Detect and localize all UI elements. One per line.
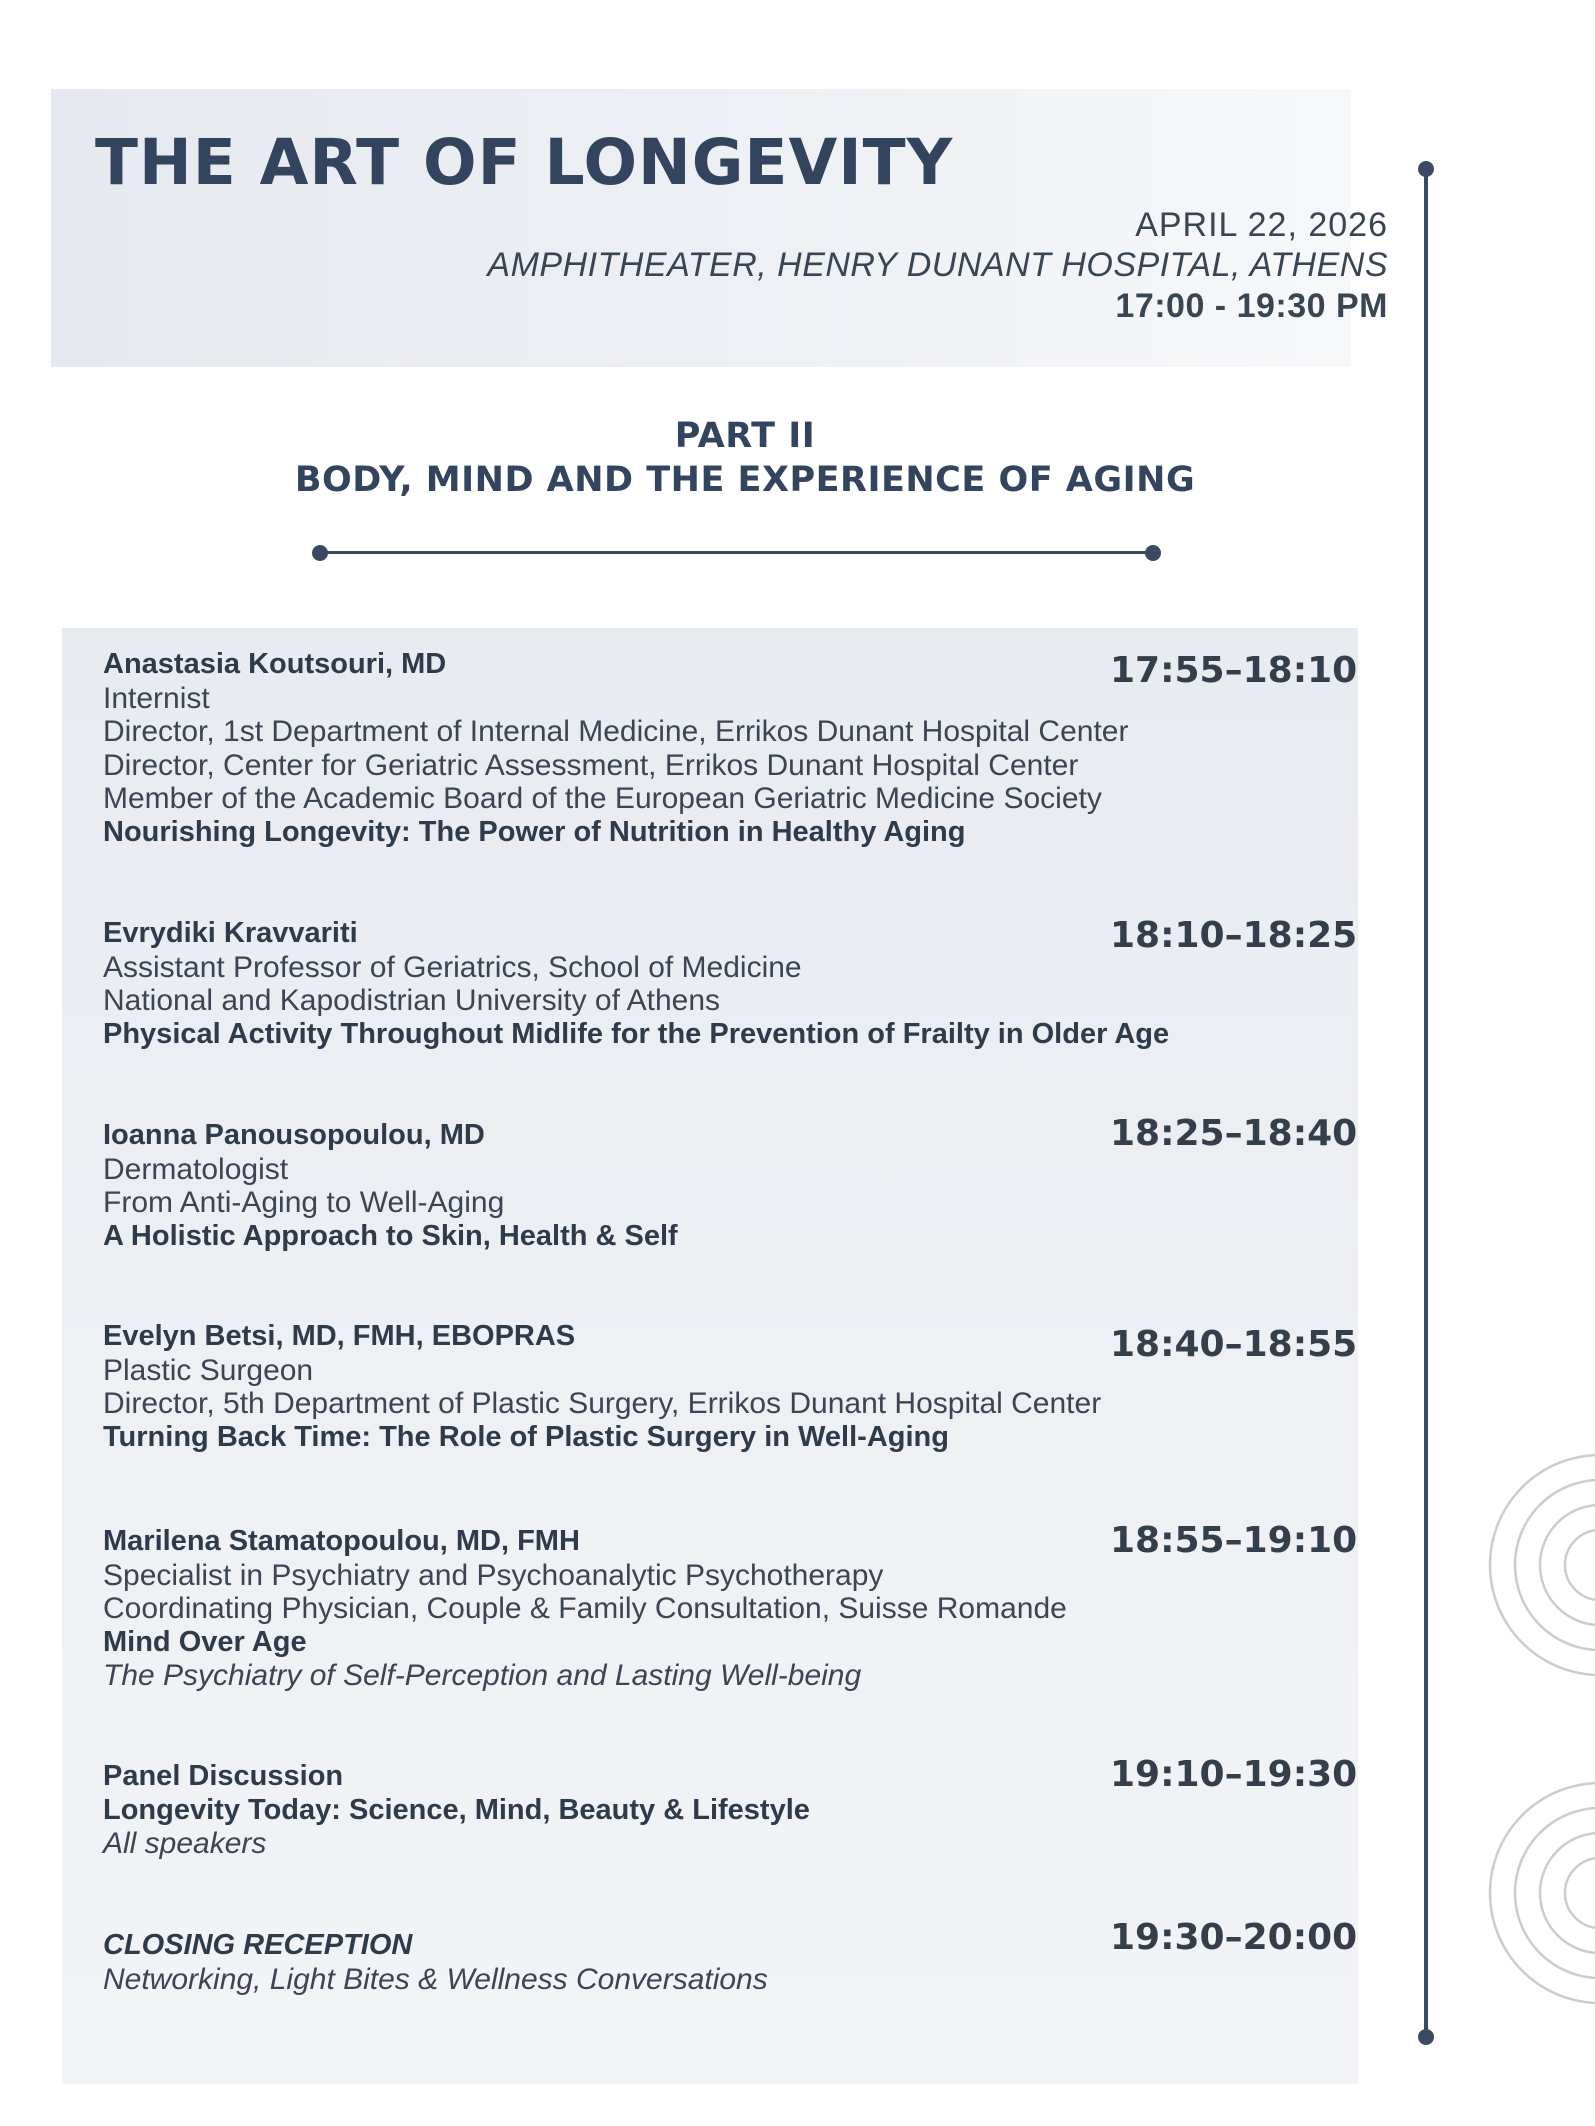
session-item xyxy=(103,1520,1393,1693)
event-meta xyxy=(487,205,1388,327)
speaker-name: Marilena Stamatopoulou, MD, FMH xyxy=(103,1525,580,1557)
concentric-circles-icon xyxy=(1460,1450,1595,1680)
part-label: PART II xyxy=(674,416,816,456)
talk-title: Longevity Today: Science, Mind, Beauty & Lifestyle xyxy=(103,1793,810,1826)
session-time: 18:10–18:25 xyxy=(1110,915,1358,956)
talk-subtitle: All speakers xyxy=(103,1827,267,1860)
timeline-dot-top xyxy=(1418,161,1434,177)
session-item xyxy=(103,1320,1393,1454)
closing-title: CLOSING RECEPTION xyxy=(103,1929,413,1961)
speaker-role: Internist xyxy=(103,681,210,715)
event-venue: AMPHITHEATER, HENRY DUNANT HOSPITAL, ATHENS xyxy=(487,246,1388,284)
talk-title: Turning Back Time: The Role of Plastic Surgery in Well-Aging xyxy=(103,1420,949,1453)
speaker-role: Member of the Academic Board of the European Geriatric Medicine Society xyxy=(103,782,1102,815)
session-time: 19:30–20:00 xyxy=(1110,1917,1358,1958)
talk-title: Mind Over Age xyxy=(103,1625,307,1658)
speaker-role: National and Kapodistrian University of Athens xyxy=(103,984,721,1017)
concentric-circles-icon xyxy=(1460,1778,1595,2008)
speaker-role: Dermatologist xyxy=(103,1152,289,1186)
session-time: 17:55–18:10 xyxy=(1110,650,1358,691)
speaker-name: Ioanna Panousopoulou, MD xyxy=(103,1119,485,1151)
session-item xyxy=(103,1113,1393,1253)
timeline-line xyxy=(1424,167,1428,2037)
talk-title: Physical Activity Throughout Midlife for the Prevention of Frailty in Older Age xyxy=(103,1017,1170,1050)
speaker-role: Director, 5th Department of Plastic Surgery, Errikos Dunant Hospital Center xyxy=(103,1387,1102,1420)
session-time: 18:40–18:55 xyxy=(1110,1324,1358,1365)
event-time: 17:00 - 19:30 PM xyxy=(1115,287,1388,325)
closing-subtitle: Networking, Light Bites & Wellness Conversations xyxy=(103,1962,768,1996)
speaker-role: Coordinating Physician, Couple & Family Consultation, Suisse Romande xyxy=(103,1592,1067,1625)
speaker-role: Specialist in Psychiatry and Psychoanalytic Psychotherapy xyxy=(103,1558,884,1592)
speaker-role: Plastic Surgeon xyxy=(103,1353,314,1387)
session-time: 18:55–19:10 xyxy=(1110,1520,1358,1561)
speaker-role: Director, 1st Department of Internal Medicine, Errikos Dunant Hospital Center xyxy=(103,715,1129,748)
speaker-role: Director, Center for Geriatric Assessment, Errikos Dunant Hospital Center xyxy=(103,748,1079,782)
part-title: BODY, MIND AND THE EXPERIENCE OF AGING xyxy=(294,460,1196,500)
session-time: 19:10–19:30 xyxy=(1110,1754,1358,1795)
timeline-dot-bottom xyxy=(1418,2029,1434,2045)
divider-dot-right xyxy=(1145,545,1161,561)
talk-subtitle: The Psychiatry of Self-Perception and Lasting Well-being xyxy=(103,1659,862,1692)
part-heading xyxy=(150,414,1340,502)
session-item xyxy=(103,917,1393,1051)
event-title: THE ART OF LONGEVITY xyxy=(95,126,954,199)
session-item xyxy=(103,648,1393,849)
session-item xyxy=(103,1917,1393,1996)
event-date: APRIL 22, 2026 xyxy=(1135,206,1388,244)
session-item xyxy=(103,1754,1393,1861)
talk-title: A Holistic Approach to Skin, Health & Self xyxy=(103,1219,678,1252)
panel-title: Panel Discussion xyxy=(103,1760,344,1792)
talk-title: Nourishing Longevity: The Power of Nutrition in Healthy Aging xyxy=(103,815,966,848)
speaker-name: Evrydiki Kravvariti xyxy=(103,917,358,949)
divider-dot-left xyxy=(312,545,328,561)
speaker-role: From Anti-Aging to Well-Aging xyxy=(103,1186,505,1219)
divider-line xyxy=(320,551,1154,554)
speaker-name: Anastasia Koutsouri, MD xyxy=(103,648,447,680)
speaker-name: Evelyn Betsi, MD, FMH, EBOPRAS xyxy=(103,1320,576,1352)
session-time: 18:25–18:40 xyxy=(1110,1113,1358,1154)
speaker-role: Assistant Professor of Geriatrics, School of Medicine xyxy=(103,950,802,984)
